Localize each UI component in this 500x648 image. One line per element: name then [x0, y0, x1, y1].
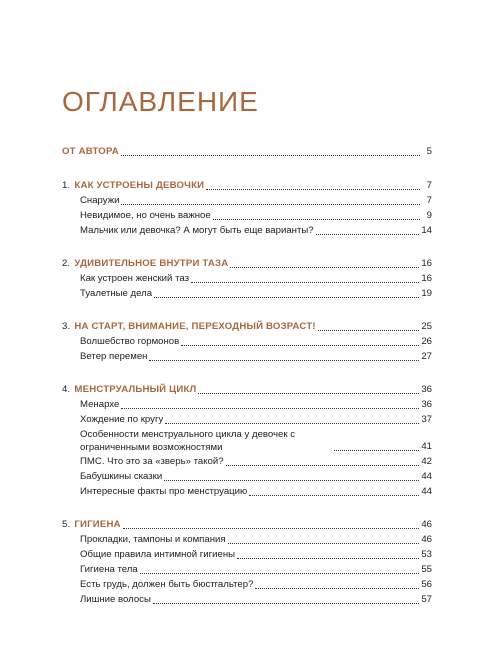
toc-entry-label: Как устроен женский таз [80, 273, 189, 284]
section-title: ГИГИЕНА [74, 519, 121, 530]
toc-entry[interactable] [62, 334, 432, 349]
section-title: КАК УСТРОЕНЫ ДЕВОЧКИ [74, 180, 205, 191]
toc-entry[interactable] [62, 193, 432, 208]
toc-page-number: 7 [426, 195, 432, 206]
toc-entry-label: Менархе [80, 399, 120, 410]
toc-entry-label: Мальчик или девочка? А могут быть еще варианты? [80, 225, 314, 236]
toc-entry-author[interactable] [62, 144, 432, 159]
toc-entry-label: Бабушкины сказки [80, 471, 163, 482]
dot-leader [316, 234, 420, 235]
toc-entry-label: Лишние волосы [80, 594, 151, 605]
section-number: 2. [62, 258, 71, 269]
dot-leader [181, 345, 419, 346]
toc-page-number: 42 [421, 456, 432, 467]
toc-entry[interactable] [62, 532, 432, 547]
dot-leader [237, 558, 419, 559]
dot-leader [153, 603, 419, 604]
dot-leader [140, 573, 420, 574]
dot-leader [198, 393, 419, 394]
dot-leader [121, 204, 420, 205]
toc-page-number: 41 [421, 441, 432, 452]
dot-leader [318, 330, 420, 331]
section-number: 4. [62, 384, 71, 395]
toc-entry[interactable] [62, 469, 432, 484]
dot-leader [121, 155, 420, 156]
section-number: 5. [62, 519, 71, 530]
toc-page-number: 56 [421, 579, 432, 590]
toc-entry-label: Туалетные дела [80, 288, 153, 299]
dot-leader [154, 297, 419, 298]
table-of-contents [62, 144, 432, 607]
dot-leader [191, 282, 419, 283]
toc-page-number: 26 [421, 336, 432, 347]
section-number: 3. [62, 321, 71, 332]
dot-leader [334, 450, 419, 451]
page-title: ОГЛАВЛЕНИЕ [62, 86, 259, 117]
toc-entry-label: ПМС. Что это за «зверь» такой? [80, 456, 224, 467]
section-title: УДИВИТЕЛЬНОЕ ВНУТРИ ТАЗА [74, 258, 229, 269]
toc-entry-label: Ветер перемен [80, 351, 148, 362]
toc-entry[interactable] [62, 427, 432, 454]
toc-page-number: 9 [426, 210, 432, 221]
dot-leader [149, 360, 419, 361]
toc-entry[interactable] [62, 223, 432, 238]
dot-leader [206, 189, 420, 190]
dot-leader [230, 267, 419, 268]
toc-page-number: 14 [421, 225, 432, 236]
toc-page-number: 46 [421, 534, 432, 545]
toc-page-number: 36 [421, 384, 432, 395]
toc-entry[interactable] [62, 592, 432, 607]
dot-leader [255, 588, 419, 589]
toc-section-5[interactable] [62, 517, 432, 532]
section-number: 1. [62, 180, 71, 191]
dot-leader [164, 480, 419, 481]
section-title: НА СТАРТ, ВНИМАНИЕ, ПЕРЕХОДНЫЙ ВОЗРАСТ! [74, 321, 316, 332]
toc-page-number: 46 [421, 519, 432, 530]
toc-entry-label: Гигиена тела [80, 564, 138, 575]
toc-page-number: 37 [421, 414, 432, 425]
toc-entry[interactable] [62, 286, 432, 301]
toc-page-number: 16 [421, 258, 432, 269]
dot-leader [228, 543, 420, 544]
section-title: МЕНСТРУАЛЬНЫЙ ЦИКЛ [74, 384, 197, 395]
toc-entry[interactable] [62, 397, 432, 412]
toc-section-4[interactable] [62, 382, 432, 397]
toc-entry-label: Снаружи [80, 195, 120, 206]
toc-entry-label: Особенности менструального цикла у девочек с ограниченными возможностями [80, 429, 296, 453]
toc-page-number: 55 [421, 564, 432, 575]
toc-page-number: 7 [426, 180, 432, 191]
toc-entry[interactable] [62, 412, 432, 427]
toc-entry-label: Общие правила интимной гигиены [80, 549, 236, 560]
toc-entry[interactable] [62, 271, 432, 286]
toc-entry-label: Есть грудь, должен быть бюстгальтер? [80, 579, 254, 590]
toc-page-number: 44 [421, 471, 432, 482]
toc-page-number: 53 [421, 549, 432, 560]
toc-entry-label: Прокладки, тампоны и компания [80, 534, 226, 545]
dot-leader [165, 423, 419, 424]
toc-entry[interactable] [62, 547, 432, 562]
toc-entry-label: Волшебство гормонов [80, 336, 180, 347]
toc-section-2[interactable] [62, 256, 432, 271]
dot-leader [249, 495, 419, 496]
dot-leader [123, 528, 420, 529]
toc-entry-label: Интересные факты про менструацию [80, 486, 248, 497]
toc-section-3[interactable] [62, 319, 432, 334]
dot-leader [213, 219, 420, 220]
toc-entry[interactable] [62, 577, 432, 592]
dot-leader [226, 465, 420, 466]
toc-page-number: 5 [426, 146, 432, 157]
toc-entry[interactable] [62, 454, 432, 469]
toc-entry-label: Невидимое, но очень важное [80, 210, 211, 221]
toc-entry[interactable] [62, 484, 432, 499]
toc-page-number: 27 [421, 351, 432, 362]
toc-entry-label: ОТ АВТОРА [62, 146, 119, 157]
toc-page-number: 25 [421, 321, 432, 332]
toc-entry[interactable] [62, 562, 432, 577]
dot-leader [121, 408, 419, 409]
toc-page-number: 19 [421, 288, 432, 299]
toc-page-number: 57 [421, 594, 432, 605]
toc-entry-label: Хождение по кругу [80, 414, 164, 425]
toc-entry[interactable] [62, 208, 432, 223]
toc-page-number: 16 [421, 273, 432, 284]
toc-page-number: 36 [421, 399, 432, 410]
toc-page-number: 44 [421, 486, 432, 497]
toc-entry[interactable] [62, 349, 432, 364]
toc-section-1[interactable] [62, 178, 432, 193]
